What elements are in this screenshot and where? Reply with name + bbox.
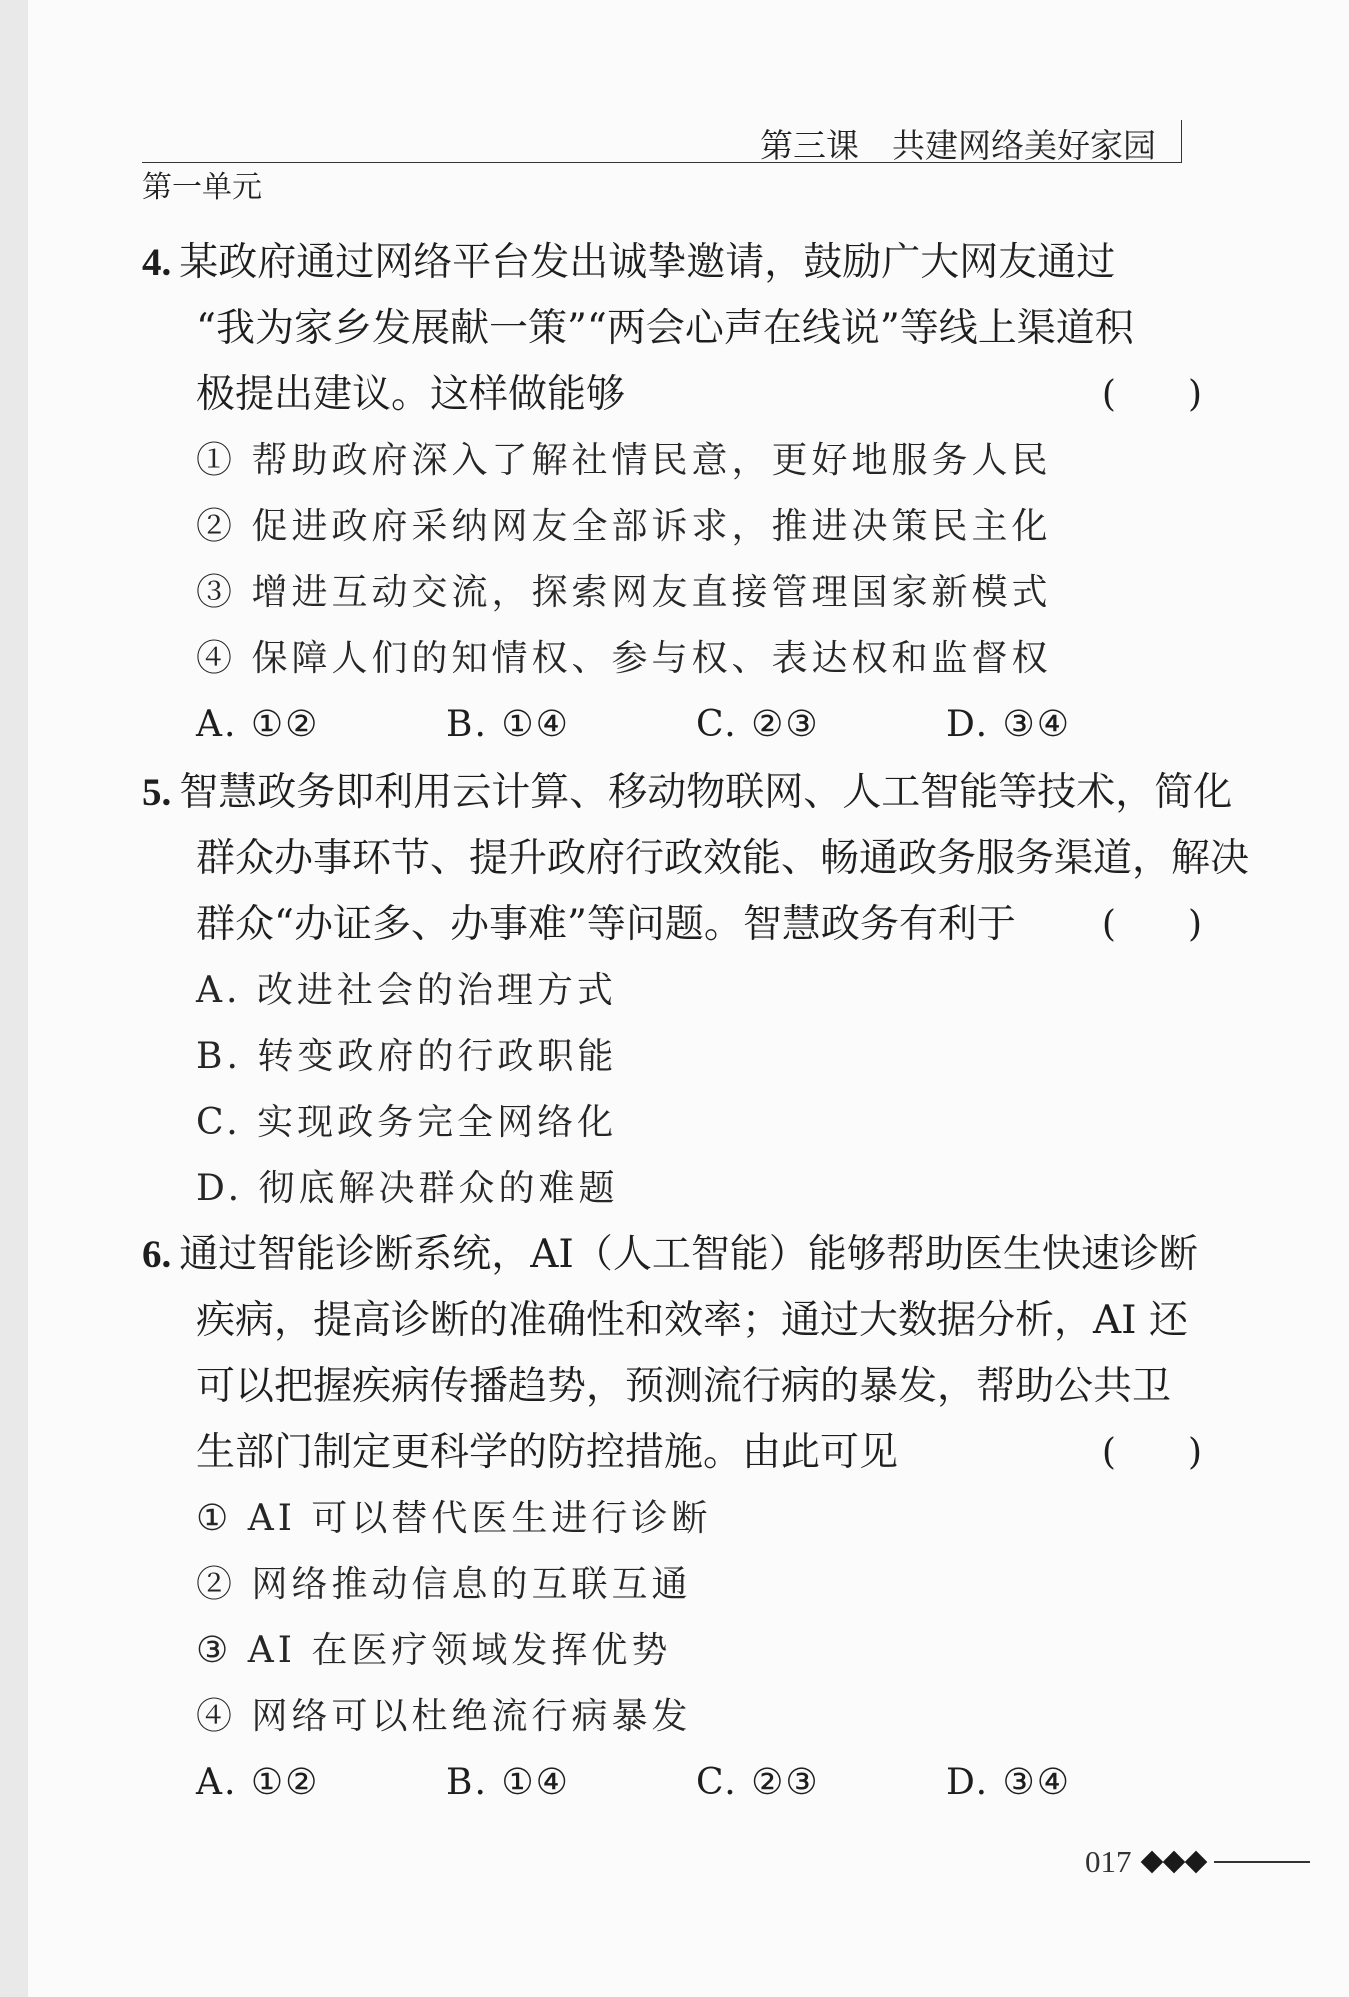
statement-option: ④ 保障人们的知情权、参与权、表达权和监督权 xyxy=(196,638,1052,679)
page-header xyxy=(0,0,1349,205)
choice-a[interactable]: A. ①② xyxy=(196,1762,320,1803)
question-5 xyxy=(142,760,1250,1222)
footer-rule xyxy=(1214,1861,1310,1863)
choice-c[interactable]: C. 实现政务完全网络化 xyxy=(196,1102,618,1143)
header-rule xyxy=(142,162,1182,163)
stem-text: 通过智能诊断系统，AI（人工智能）能够帮助医生快速诊断 xyxy=(179,1232,1198,1277)
header-tick xyxy=(1181,120,1182,162)
statement-option: ② 促进政府采纳网友全部诉求，推进决策民主化 xyxy=(196,506,1052,547)
stem-text: 极提出建议。这样做能够 xyxy=(196,372,626,417)
statement-option: ④ 网络可以杜绝流行病暴发 xyxy=(196,1696,692,1737)
question-stem-line xyxy=(142,760,1233,826)
choice-a[interactable]: A. 改进社会的治理方式 xyxy=(196,970,617,1011)
answer-blank[interactable]: ( ) xyxy=(1101,374,1202,415)
stem-text: 某政府通过网络平台发出诚挚邀请，鼓励广大网友通过 xyxy=(179,240,1116,285)
stem-text: 群众“办证多、办事难”等问题。智慧政务有利于 xyxy=(196,902,1016,947)
question-stem-line xyxy=(142,1222,1202,1288)
question-number: 5. xyxy=(142,771,172,814)
question-number: 4. xyxy=(142,241,172,284)
answer-choices xyxy=(142,692,1202,758)
answer-blank[interactable]: ( ) xyxy=(1101,1432,1202,1473)
choice-b[interactable]: B. ①④ xyxy=(446,704,570,745)
unit-title: 第一单元 xyxy=(142,170,262,205)
diamond-icon xyxy=(1162,1851,1185,1874)
question-stem-line: 群众办事环节、提升政府行政效能、畅通政务服务渠道，解决 xyxy=(196,836,1250,881)
lesson-title: 第三课 共建网络美好家园 xyxy=(760,126,1156,165)
question-4 xyxy=(142,230,1202,758)
diamond-icon xyxy=(1184,1851,1207,1874)
stem-text: 智慧政务即利用云计算、移动物联网、人工智能等技术，简化 xyxy=(179,770,1233,815)
diamond-icon xyxy=(1140,1851,1163,1874)
statement-option: ③ 增进互动交流，探索网友直接管理国家新模式 xyxy=(196,572,1052,613)
question-stem-line xyxy=(142,1420,1202,1486)
question-6 xyxy=(142,1222,1202,1816)
answer-choices xyxy=(142,1750,1202,1816)
statement-option: ① AI 可以替代医生进行诊断 xyxy=(196,1498,712,1539)
choice-d[interactable]: D. 彻底解决群众的难题 xyxy=(196,1168,619,1209)
statement-option: ① 帮助政府深入了解社情民意，更好地服务人民 xyxy=(196,440,1052,481)
answer-blank[interactable]: ( ) xyxy=(1101,904,1202,945)
statement-option: ③ AI 在医疗领域发挥优势 xyxy=(196,1630,672,1671)
stem-text: 生部门制定更科学的防控措施。由此可见 xyxy=(196,1430,899,1475)
question-stem-line xyxy=(142,892,1202,958)
choice-b[interactable]: B. ①④ xyxy=(446,1762,570,1803)
question-stem-line xyxy=(142,362,1202,428)
page-footer xyxy=(1085,1842,1310,1882)
question-stem-line: 疾病，提高诊断的准确性和效率；通过大数据分析，AI 还 xyxy=(196,1298,1188,1343)
question-number: 6. xyxy=(142,1233,172,1276)
choice-d[interactable]: D. ③④ xyxy=(946,1762,1072,1803)
choice-a[interactable]: A. ①② xyxy=(196,704,320,745)
question-stem-line: “我为家乡发展献一策”“两会心声在线说”等线上渠道积 xyxy=(196,306,1134,351)
question-stem-line: 可以把握疾病传播趋势，预测流行病的暴发，帮助公共卫 xyxy=(196,1364,1172,1409)
statement-option: ② 网络推动信息的互联互通 xyxy=(196,1564,692,1605)
question-stem-line xyxy=(142,230,1202,296)
choice-c[interactable]: C. ②③ xyxy=(696,1762,820,1803)
choice-b[interactable]: B. 转变政府的行政职能 xyxy=(196,1036,618,1077)
choice-c[interactable]: C. ②③ xyxy=(696,704,820,745)
page-number: 017 xyxy=(1085,1844,1132,1879)
choice-d[interactable]: D. ③④ xyxy=(946,704,1072,745)
